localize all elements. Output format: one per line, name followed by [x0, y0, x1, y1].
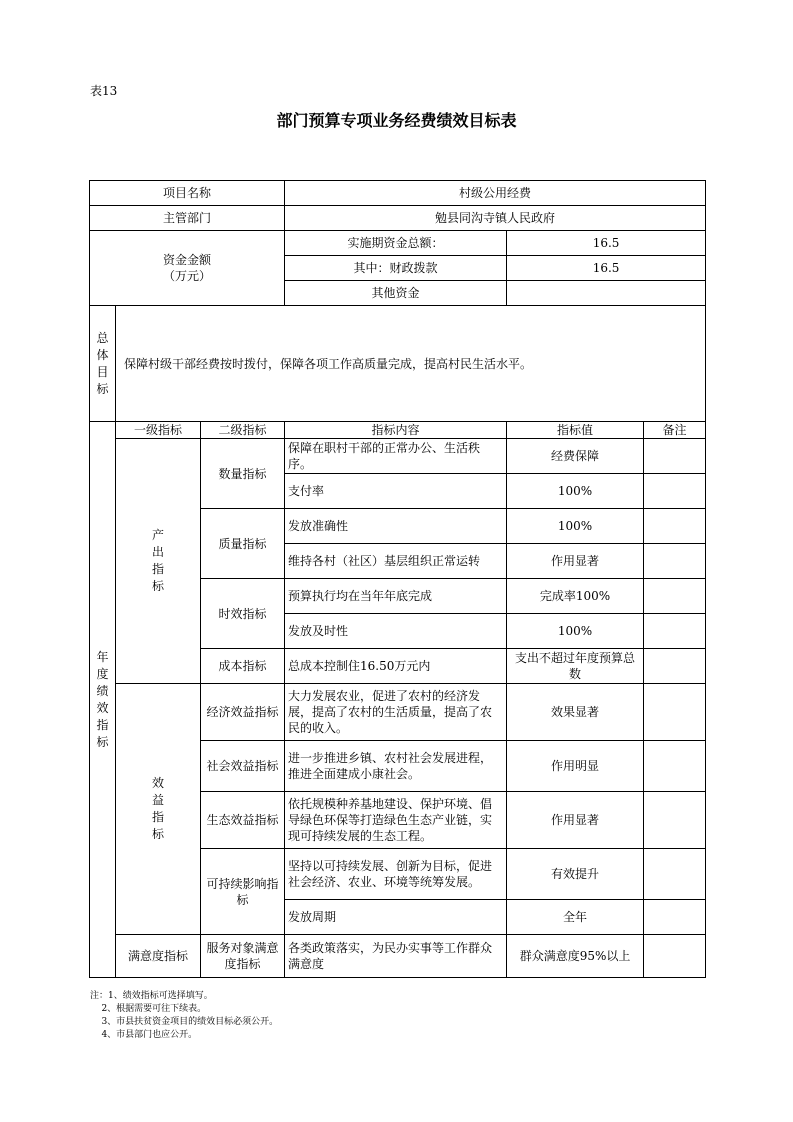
indicator-value: 100% [507, 614, 644, 649]
indicator-value: 效果显著 [507, 684, 644, 741]
indicator-content: 发放及时性 [285, 614, 507, 649]
indicator-content: 发放准确性 [285, 509, 507, 544]
indicator-value: 作用显著 [507, 792, 644, 849]
annual-indicator-label [90, 422, 116, 978]
indicator-value: 100% [507, 509, 644, 544]
header-content: 指标内容 [285, 422, 507, 439]
quantity-label: 数量指标 [201, 439, 285, 509]
char: 指 [151, 810, 164, 824]
table-row [90, 684, 706, 741]
char: 体 [96, 347, 109, 362]
indicator-header-row [90, 422, 706, 439]
header-value: 指标值 [507, 422, 644, 439]
indicator-content: 进一步推进乡镇、农村社会发展进程，推进全面建成小康社会。 [285, 741, 507, 792]
indicator-remark [644, 684, 706, 741]
indicator-remark [644, 579, 706, 614]
char: 指 [96, 717, 109, 732]
char: 标 [96, 734, 109, 749]
indicator-content: 坚持以可持续发展、创新为目标，促进社会经济、农业、环境等统筹发展。 [285, 849, 507, 900]
social-label: 社会效益指标 [201, 741, 285, 792]
char: 绩 [96, 683, 109, 698]
fund-label-line1: 资金金额 [163, 253, 212, 267]
fund-other-value [507, 281, 706, 306]
indicator-content: 保障在职村干部的正常办公、生活秩序。 [285, 439, 507, 474]
char: 标 [96, 381, 109, 396]
indicator-value: 100% [507, 474, 644, 509]
indicator-value: 有效提升 [507, 849, 644, 900]
benefit-indicator-label [116, 684, 201, 935]
fund-total-row [90, 231, 706, 256]
footnotes [90, 990, 278, 1042]
satisfaction-label: 服务对象满意度指标 [201, 935, 285, 978]
char: 总 [96, 330, 109, 345]
indicator-content: 支付率 [285, 474, 507, 509]
char: 标 [151, 579, 164, 593]
fund-fiscal-value: 16.5 [507, 256, 706, 281]
indicator-content: 依托规模种养基地建设、保护环境、倡导绿色环保等打造绿色生态产业链，实现可持续发展的生态工程。 [285, 792, 507, 849]
header-level1: 一级指标 [116, 422, 201, 439]
indicator-remark [644, 544, 706, 579]
indicator-remark [644, 792, 706, 849]
indicator-value: 经费保障 [507, 439, 644, 474]
indicator-content: 预算执行均在当年年底完成 [285, 579, 507, 614]
table-row [90, 935, 706, 978]
char: 标 [151, 827, 164, 841]
fund-total-label: 实施期资金总额： [285, 231, 507, 256]
fund-total-value: 16.5 [507, 231, 706, 256]
fund-other-label: 其他资金 [285, 281, 507, 306]
indicator-remark [644, 509, 706, 544]
header-level2: 二级指标 [201, 422, 285, 439]
table-row [90, 439, 706, 474]
indicator-value: 完成率100% [507, 579, 644, 614]
fund-fiscal-label: 其中：财政拨款 [285, 256, 507, 281]
char: 效 [151, 776, 164, 790]
timeliness-label: 时效指标 [201, 579, 285, 649]
fund-label [90, 231, 285, 306]
indicator-content: 大力发展农业，促进了农村的经济发展，提高了农村的生活质量，提高了农民的收入。 [285, 684, 507, 741]
char: 度 [96, 666, 109, 681]
dept-value: 勉县同沟寺镇人民政府 [285, 206, 706, 231]
satisfaction-level1: 满意度指标 [116, 935, 201, 978]
ecological-label: 生态效益指标 [201, 792, 285, 849]
overall-goal-label [90, 306, 116, 422]
dept-label: 主管部门 [90, 206, 285, 231]
indicator-value: 作用明显 [507, 741, 644, 792]
table-number: 表13 [90, 84, 118, 98]
indicator-remark [644, 614, 706, 649]
indicator-value: 支出不超过年度预算总数 [507, 649, 644, 684]
footnote: 2、根据需要可往下续表。 [90, 1004, 207, 1014]
char: 产 [151, 528, 164, 542]
overall-goal-text: 保障村级干部经费按时拨付，保障各项工作高质量完成，提高村民生活水平。 [116, 306, 706, 422]
indicator-remark [644, 741, 706, 792]
char: 出 [151, 545, 164, 559]
indicator-value: 全年 [507, 900, 644, 935]
indicator-value: 群众满意度95%以上 [507, 935, 644, 978]
indicator-remark [644, 439, 706, 474]
overall-goal-row [90, 306, 706, 422]
char: 年 [96, 649, 109, 664]
indicator-remark [644, 935, 706, 978]
project-name-value: 村级公用经费 [285, 181, 706, 206]
footnote: 3、市县扶贫资金项目的绩效目标必须公开。 [90, 1017, 279, 1027]
indicator-content: 维持各村（社区）基层组织正常运转 [285, 544, 507, 579]
char: 指 [151, 562, 164, 576]
project-name-label: 项目名称 [90, 181, 285, 206]
performance-table [89, 180, 706, 978]
page-title: 部门预算专项业务经费绩效目标表 [276, 111, 517, 130]
output-indicator-label [116, 439, 201, 684]
footnote: 4、市县部门也应公开。 [90, 1030, 198, 1040]
indicator-remark [644, 900, 706, 935]
dept-row [90, 206, 706, 231]
indicator-content: 发放周期 [285, 900, 507, 935]
char: 目 [96, 364, 109, 379]
indicator-remark [644, 474, 706, 509]
sustainable-label: 可持续影响指标 [201, 849, 285, 935]
header-remark: 备注 [644, 422, 706, 439]
economic-label: 经济效益指标 [201, 684, 285, 741]
char: 益 [151, 793, 164, 807]
project-name-row [90, 181, 706, 206]
indicator-value: 作用显著 [507, 544, 644, 579]
quality-label: 质量指标 [201, 509, 285, 579]
footnote: 注：1、绩效指标可选择填写。 [90, 991, 213, 1001]
indicator-content: 总成本控制住16.50万元内 [285, 649, 507, 684]
indicator-content: 各类政策落实，为民办实事等工作群众满意度 [285, 935, 507, 978]
indicator-remark [644, 649, 706, 684]
indicator-remark [644, 849, 706, 900]
cost-label: 成本指标 [201, 649, 285, 684]
char: 效 [96, 700, 109, 715]
fund-label-line2: （万元） [163, 269, 212, 283]
